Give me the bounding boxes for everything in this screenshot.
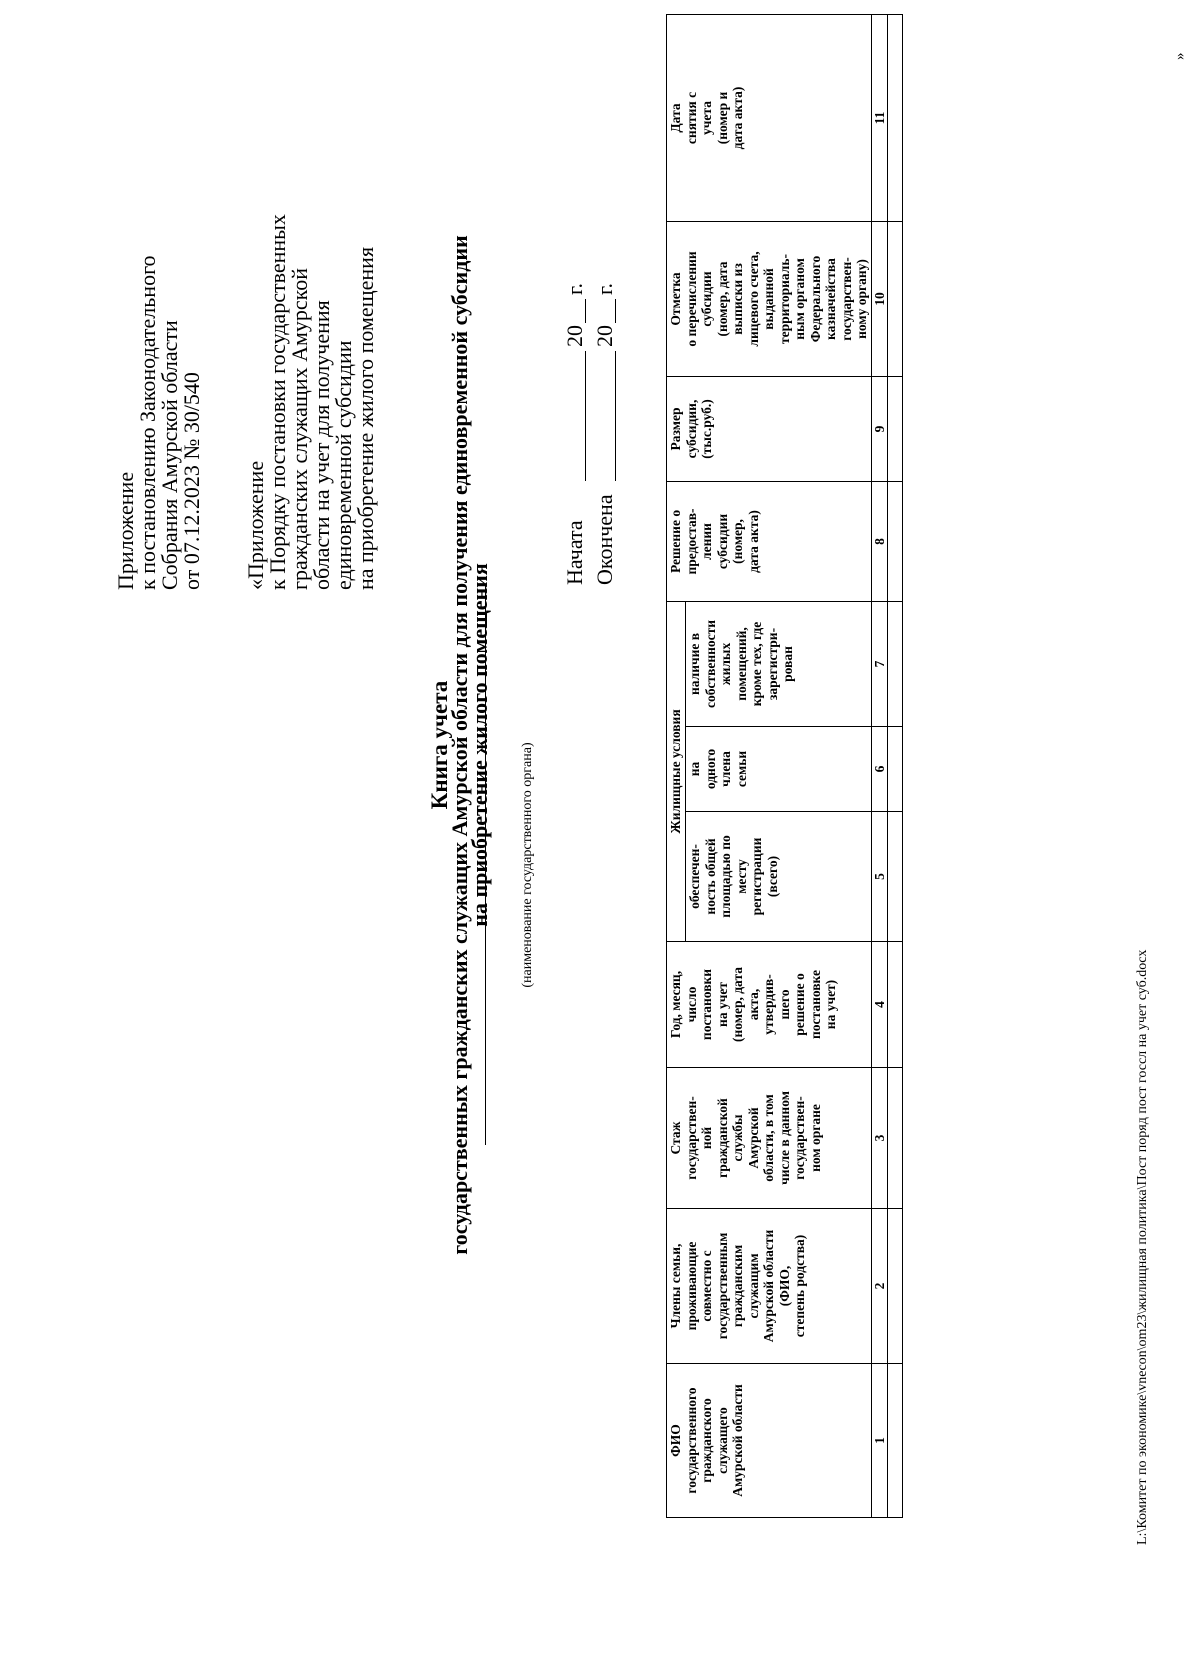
started-date-row: [560, 283, 590, 585]
empty-cell: [887, 1364, 902, 1518]
book-dates: [560, 283, 620, 585]
sub-header: на одного члена семьи: [686, 727, 872, 812]
column-header: Решение о предостав- лении субсидии (номер, дата акта): [667, 481, 872, 601]
empty-cell: [887, 221, 902, 376]
column-number: 5: [871, 812, 887, 942]
empty-cell: [887, 1068, 902, 1209]
sub-header: обеспечен- ность общей площадью по месту регистрации (всего): [686, 812, 872, 942]
started-year-suffix: г.: [562, 282, 587, 295]
agency-name-line: [485, 585, 486, 1145]
column-number: 8: [871, 481, 887, 601]
procedure-line: гражданских служащих Амурской: [287, 268, 312, 590]
closing-quote: »: [1172, 52, 1188, 60]
column-header: ФИО государственного гражданского служащего Амурской области: [667, 1364, 872, 1518]
register-table: [666, 14, 903, 1518]
procedure-line: области на учет для получения: [309, 300, 334, 590]
started-year-blank: [567, 299, 586, 323]
column-number-row: [871, 14, 887, 1517]
procedure-line: на приобретение жилого помещения: [353, 246, 378, 590]
started-year-prefix: 20: [562, 325, 587, 347]
empty-cell: [887, 942, 902, 1068]
column-header: Размер субсидии, (тыс.руб.): [667, 376, 872, 481]
column-header: Члены семьи, проживающие совместно с государственным гражданским служащим Амурской области (ФИО, степень родства): [667, 1209, 872, 1364]
column-header: Стаж государствен- ной гражданской службы Амурской области, в том числе в данном государствен- ном органе: [667, 1068, 872, 1209]
empty-cell: [887, 812, 902, 942]
appendix-line: Приложение: [113, 471, 138, 590]
table-header-row: [667, 14, 686, 1517]
book-title: Книга учета: [427, 680, 452, 810]
appendix-resolution-block: [115, 255, 203, 590]
appendix-line: от 07.12.2023 № 30/540: [179, 372, 204, 590]
column-number: 9: [871, 376, 887, 481]
column-number: 11: [871, 14, 887, 221]
book-subtitle-2: на приобретение жилого помещения: [467, 563, 492, 927]
book-subtitle: государственных гражданских служащих Амурской области для получения единовременной субсидии: [447, 235, 472, 1255]
book-heading: [427, 125, 492, 1365]
finished-year-suffix: г.: [592, 282, 617, 295]
procedure-line: единовременной субсидии: [331, 340, 356, 590]
finished-year-blank: [597, 299, 616, 323]
empty-cell: [887, 727, 902, 812]
group-header: Жилищные условия: [667, 601, 686, 941]
file-path-footer: L:\Комитет по экономике\vnecon\om23\жилищная политика\Пост поряд пост госсл на учет суб.docx: [1135, 949, 1150, 1545]
empty-cell: [887, 14, 902, 221]
sub-header: наличие в собственности жилых помещений, кроме тех, где зарегистри- рован: [686, 601, 872, 726]
finished-day-blank: [595, 351, 616, 481]
column-number: 3: [871, 1068, 887, 1209]
empty-cell: [887, 1209, 902, 1364]
finished-label: Окончена: [592, 494, 617, 585]
column-number: 4: [871, 942, 887, 1068]
blank-entry-row: [887, 14, 902, 1517]
column-number: 10: [871, 221, 887, 376]
finished-date-row: [590, 283, 620, 585]
column-number: 2: [871, 1209, 887, 1364]
procedure-line: к Порядку постановки государственных: [265, 214, 290, 590]
empty-cell: [887, 376, 902, 481]
finished-year-prefix: 20: [592, 325, 617, 347]
column-header: Дата снятия с учета (номер и дата акта): [667, 14, 872, 221]
appendix-line: Собрания Амурской области: [157, 320, 182, 590]
column-header: Отметка о перечислении субсидии (номер, дата выписки из лицевого счета, выданной территориаль- ным органом Федерального казначейства государствен- ному органу): [667, 221, 872, 376]
appendix-line: к постановлению Законодательного: [135, 255, 160, 590]
empty-cell: [887, 481, 902, 601]
column-number: 1: [871, 1364, 887, 1518]
column-header: Год, месяц, число постановки на учет (номер, дата акта, утвердив- шего решение о постановке на учет): [667, 942, 872, 1068]
empty-cell: [887, 601, 902, 726]
column-number: 7: [871, 601, 887, 726]
agency-caption: (наименование государственного органа): [520, 742, 535, 988]
appendix-procedure-block: [245, 214, 377, 590]
procedure-line: «Приложение: [243, 460, 268, 590]
started-day-blank: [565, 351, 586, 481]
column-number: 6: [871, 727, 887, 812]
started-label: Начата: [562, 520, 587, 585]
